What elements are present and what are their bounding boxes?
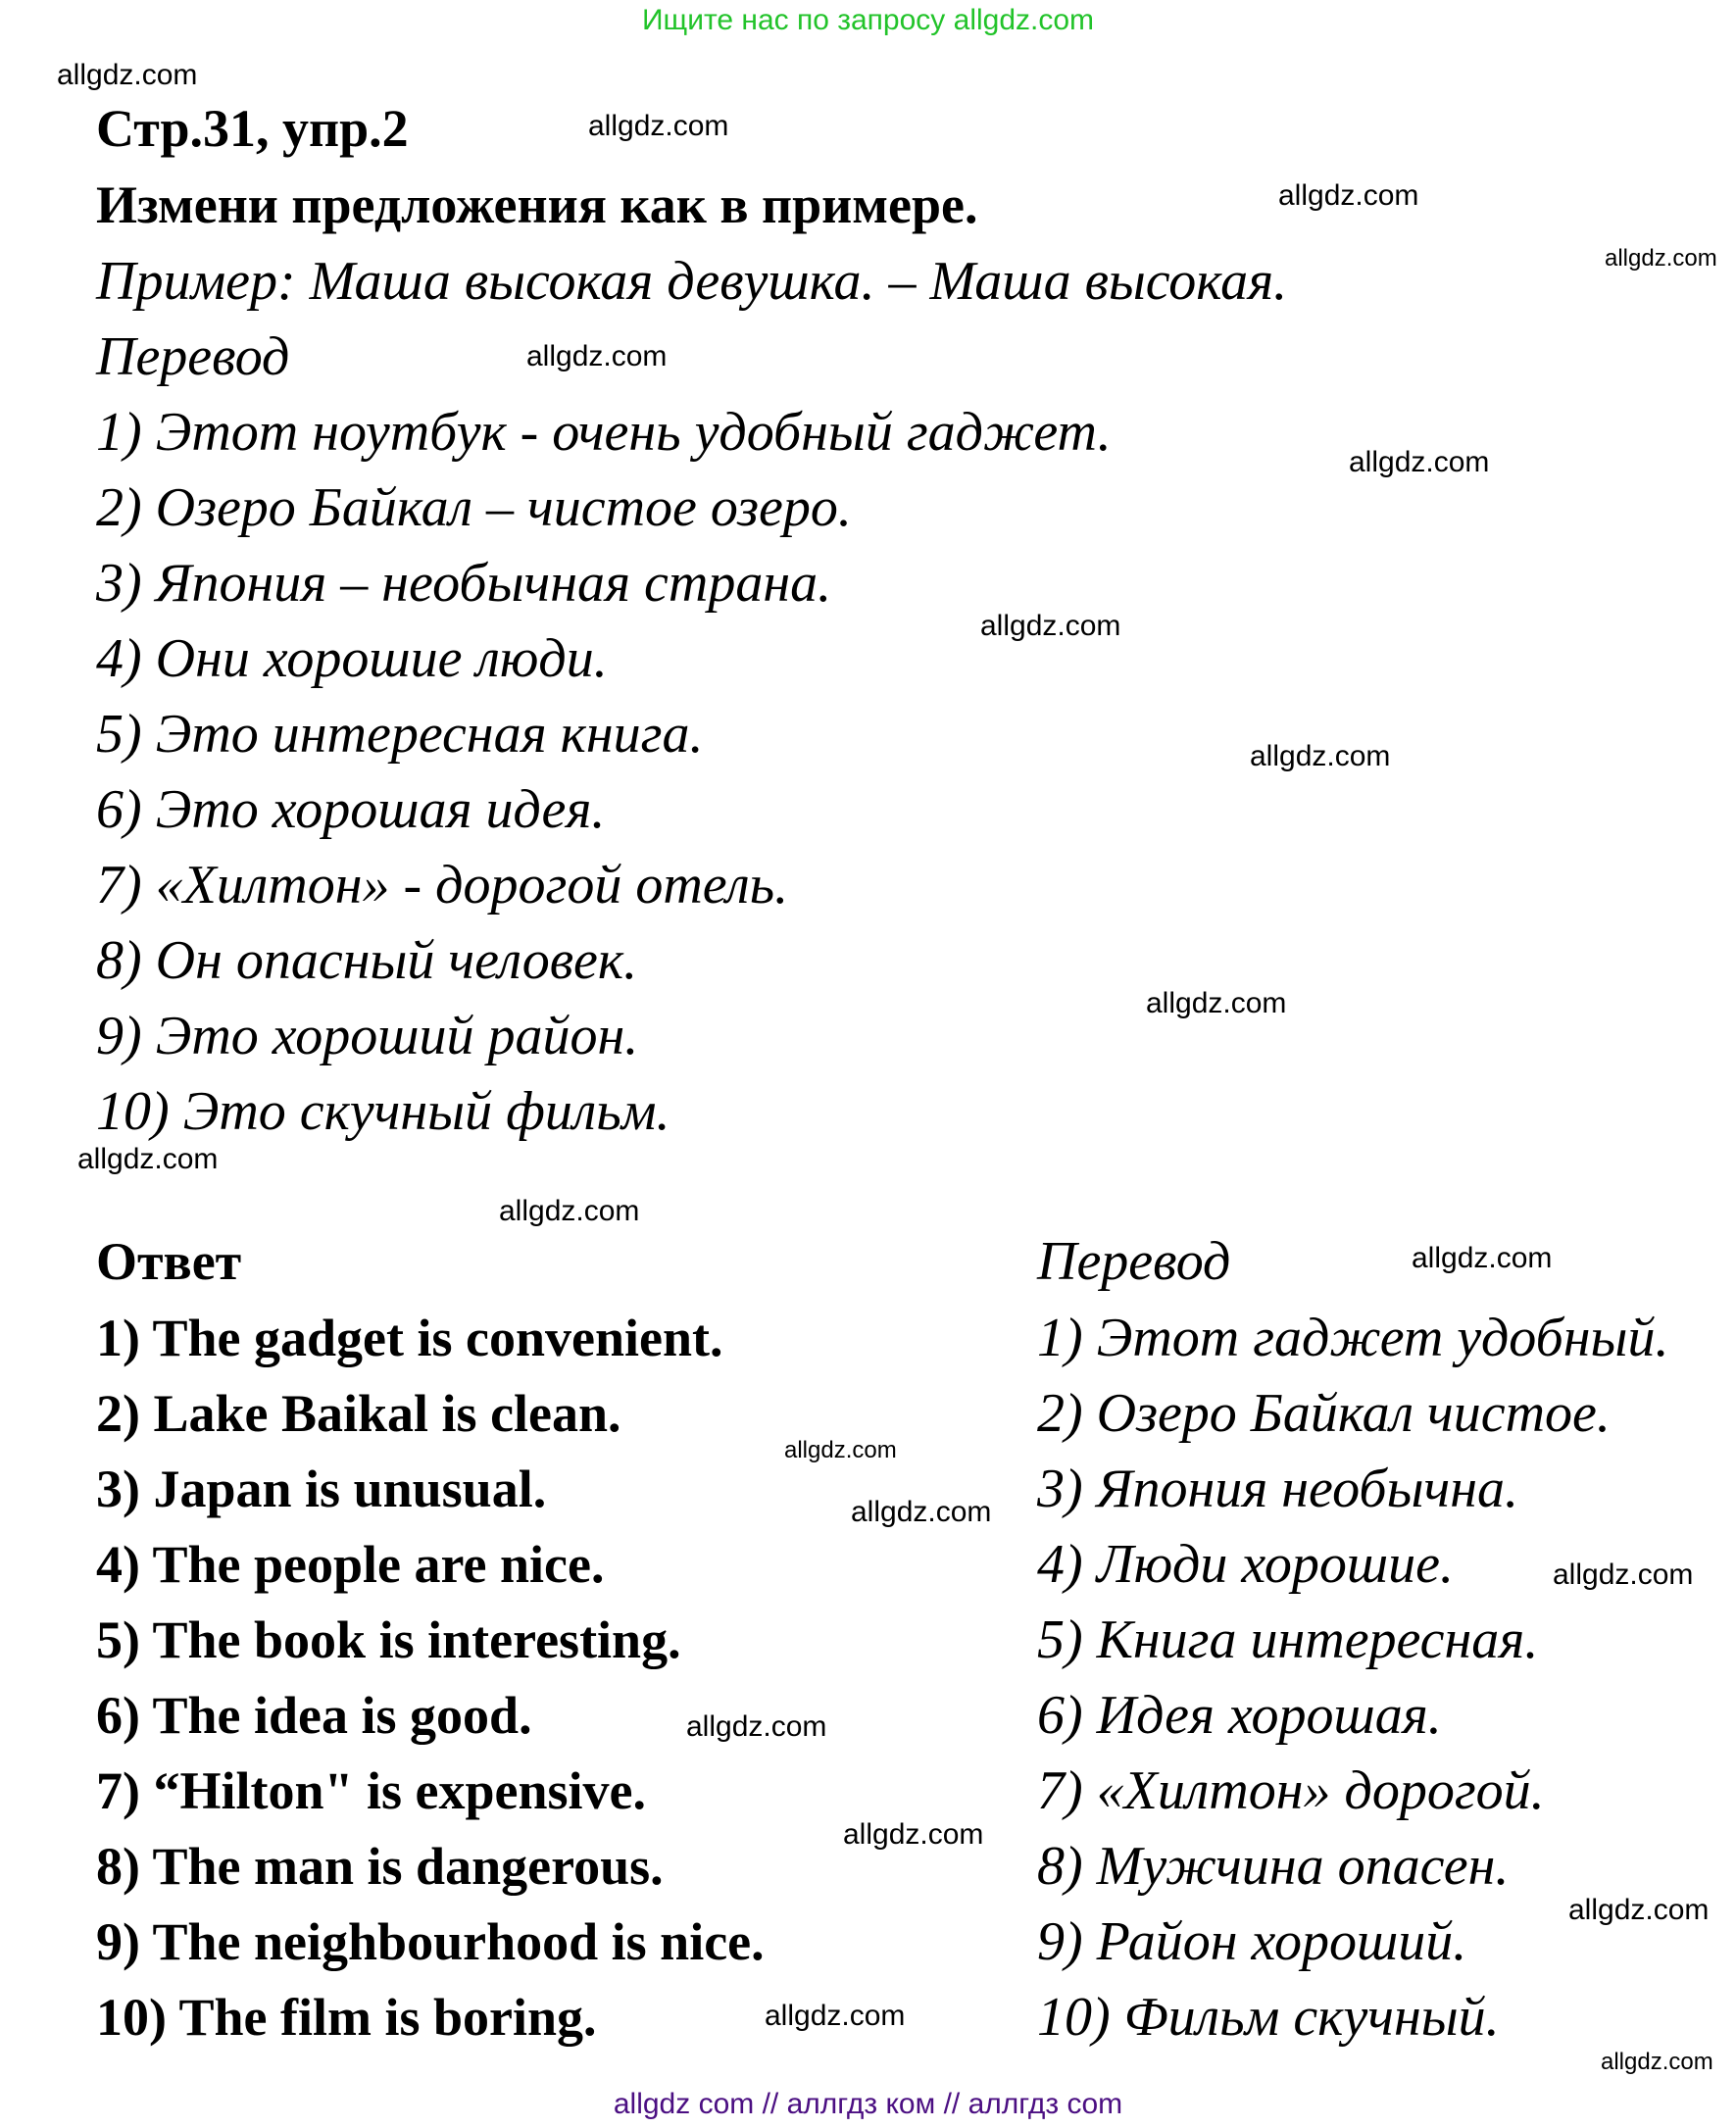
watermark: allgdz.com: [1349, 446, 1490, 478]
watermark: allgdz.com: [1278, 179, 1419, 212]
exercise-sentence: 6) Это хорошая идея.: [96, 779, 606, 840]
watermark: allgdz.com: [686, 1710, 827, 1743]
exercise-sentence: 5) Это интересная книга.: [96, 704, 704, 765]
translation-label: Перевод: [96, 326, 290, 387]
watermark: allgdz.com: [784, 1437, 897, 1463]
answer-sentence: 2) Lake Baikal is clean.: [96, 1384, 621, 1443]
answer-translation: 1) Этот гаджет удобный.: [1037, 1308, 1669, 1368]
answer-translation: 10) Фильм скучный.: [1037, 1987, 1500, 2048]
answer-sentence: 6) The idea is good.: [96, 1686, 532, 1745]
watermark: allgdz.com: [980, 610, 1121, 642]
exercise-sentence: 3) Япония – необычная страна.: [96, 553, 832, 614]
watermark: allgdz.com: [1553, 1559, 1694, 1591]
watermark: allgdz.com: [526, 340, 668, 372]
watermark: allgdz.com: [765, 2000, 906, 2032]
watermark: allgdz.com: [1601, 2049, 1713, 2075]
task-heading: Измени предложения как в примере.: [96, 175, 978, 234]
answer-translation-label: Перевод: [1037, 1231, 1231, 1292]
answer-sentence: 9) The neighbourhood is nice.: [96, 1912, 765, 1971]
exercise-sentence: 1) Этот ноутбук - очень удобный гаджет.: [96, 402, 1112, 463]
answer-translation: 3) Япония необычна.: [1037, 1459, 1519, 1519]
answer-heading: Ответ: [96, 1232, 242, 1291]
answer-translation: 9) Район хороший.: [1037, 1911, 1467, 1972]
watermark: allgdz.com: [77, 1143, 219, 1175]
exercise-sentence: 8) Он опасный человек.: [96, 930, 638, 991]
exercise-sentence: 10) Это скучный фильм.: [96, 1081, 670, 1142]
answer-sentence: 8) The man is dangerous.: [96, 1837, 664, 1896]
answer-sentence: 5) The book is interesting.: [96, 1610, 681, 1669]
watermark: allgdz.com: [588, 110, 729, 142]
watermark: allgdz.com: [1412, 1242, 1553, 1274]
watermark: allgdz.com: [851, 1496, 992, 1528]
watermark: allgdz.com: [843, 1818, 984, 1851]
watermark: allgdz.com: [499, 1195, 640, 1227]
watermark: allgdz.com: [1146, 987, 1287, 1019]
exercise-sentence: 4) Они хорошие люди.: [96, 628, 608, 689]
exercise-sentence: 2) Озеро Байкал – чистое озеро.: [96, 477, 852, 538]
answer-sentence: 4) The people are nice.: [96, 1535, 605, 1594]
answer-sentence: 1) The gadget is convenient.: [96, 1309, 723, 1367]
exercise-sentence: 7) «Хилтон» - дорогой отель.: [96, 855, 789, 916]
exercise-sentence: 9) Это хороший район.: [96, 1006, 639, 1066]
watermark: allgdz.com: [57, 59, 198, 91]
answer-translation: 2) Озеро Байкал чистое.: [1037, 1383, 1611, 1444]
answer-translation: 7) «Хилтон» дорогой.: [1037, 1760, 1545, 1821]
page-title: Стр.31, упр.2: [96, 99, 409, 158]
answer-sentence: 7) “Hilton" is expensive.: [96, 1761, 646, 1820]
answer-sentence: 3) Japan is unusual.: [96, 1460, 547, 1518]
answer-translation: 4) Люди хорошие.: [1037, 1534, 1454, 1595]
watermark: allgdz.com: [1568, 1894, 1710, 1926]
watermark: allgdz.com: [1250, 740, 1391, 772]
answer-translation: 8) Мужчина опасен.: [1037, 1836, 1510, 1897]
answer-translation: 6) Идея хорошая.: [1037, 1685, 1442, 1746]
answer-sentence: 10) The film is boring.: [96, 1988, 597, 2047]
watermark: allgdz.com: [1605, 245, 1717, 272]
example-text: Пример: Маша высокая девушка. – Маша высокая.: [96, 251, 1288, 312]
footer-links[interactable]: allgdz com // аллгдз ком // аллгдз com: [613, 2088, 1123, 2120]
search-banner[interactable]: Ищите нас по запросу allgdz.com: [641, 4, 1095, 36]
answer-translation: 5) Книга интересная.: [1037, 1609, 1539, 1670]
